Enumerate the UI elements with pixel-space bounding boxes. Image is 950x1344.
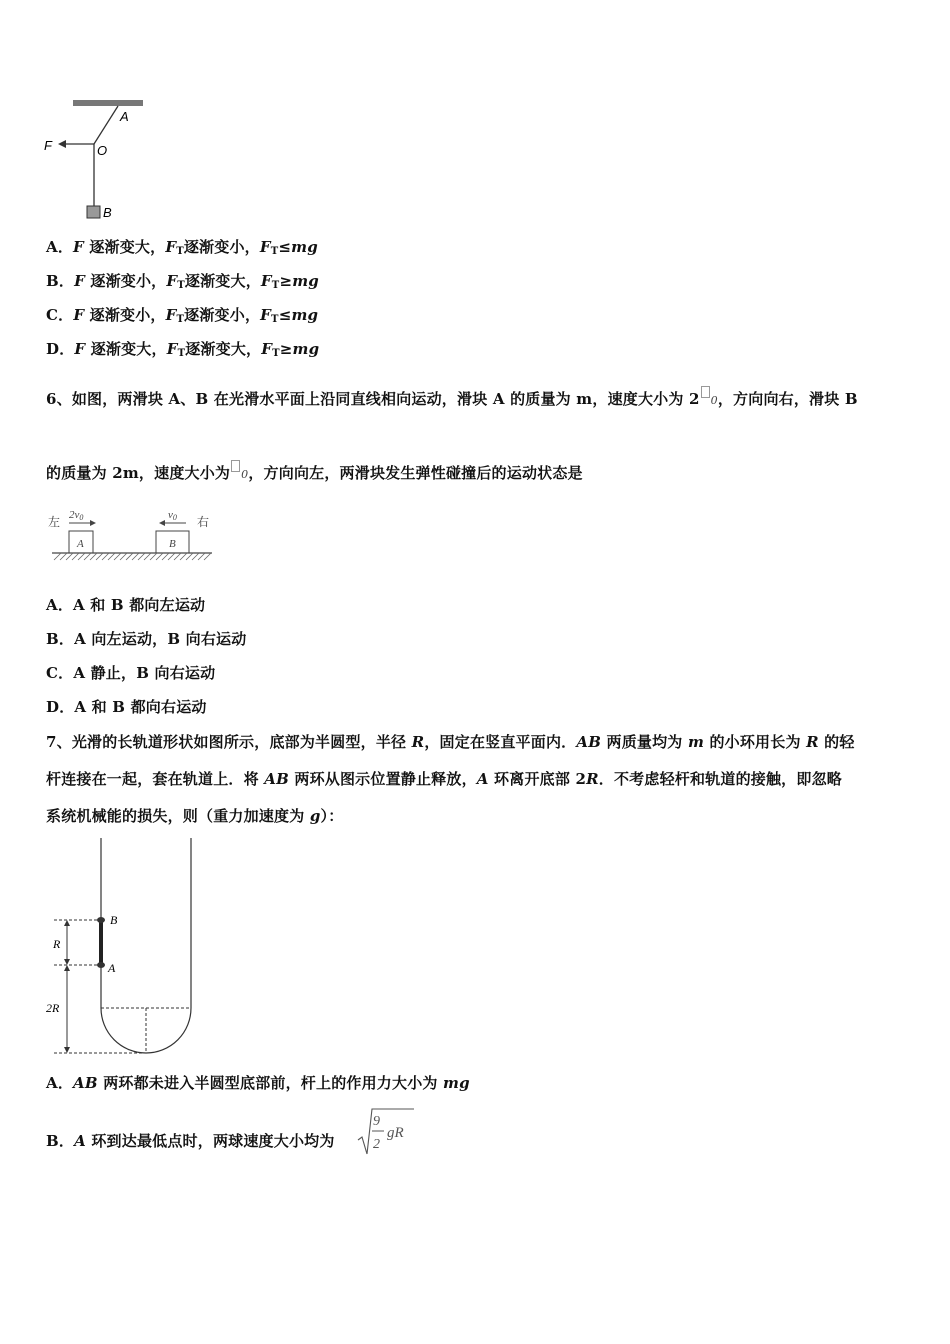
label-F: F bbox=[44, 138, 52, 153]
label-A: A bbox=[120, 109, 129, 124]
rope-upper bbox=[94, 106, 118, 144]
q5-option-b[interactable]: B．F 逐渐变小，$F_T$逐渐变大，$F_T\ge mg$ bbox=[46, 272, 319, 291]
velocity-b-arrow-head bbox=[159, 520, 165, 526]
q6-option-a[interactable]: A．A 和 B 都向左运动 bbox=[46, 596, 206, 614]
missing-glyph-icon bbox=[231, 460, 240, 472]
label-B: B bbox=[110, 913, 118, 927]
label-R: R bbox=[53, 937, 61, 951]
label-right: 右 bbox=[197, 515, 210, 529]
option-letter: D． bbox=[46, 340, 75, 358]
option-letter: C． bbox=[46, 664, 74, 682]
force-arrow-head bbox=[58, 140, 66, 148]
sliding-blocks-figure bbox=[44, 504, 219, 568]
dim-R-arrow-head-top bbox=[64, 920, 70, 926]
option-letter: B． bbox=[46, 630, 75, 648]
q7-option-b[interactable]: B．A 环到达最低点时，两球速度大小均为 bbox=[46, 1132, 335, 1150]
q7-stem-line2: 杆连接在一起，套在轨道上．将 AB 两环从图示位置静止释放，A 环离开底部 2R．不考虑轻杆和轨道的接触，即忽略 bbox=[46, 770, 842, 788]
ceiling-bar bbox=[73, 100, 143, 106]
option-letter: B． bbox=[46, 272, 75, 290]
label-B: B bbox=[103, 205, 112, 220]
q6-stem-line2: 的质量为 2m，速度大小为 0，方向向左，两滑块发生弹性碰撞后的运动状态是 bbox=[46, 460, 583, 483]
option-letter: C． bbox=[46, 306, 74, 324]
block-b-label: B bbox=[169, 538, 176, 550]
ring-a bbox=[97, 962, 105, 968]
velocity-a-label: 2v0 bbox=[69, 509, 84, 522]
q6-stem-line1: 6、如图，两滑块 A、B 在光滑水平面上沿同直线相向运动，滑块 A 的质量为 m，速度大小为 2 0，方向向右，滑块 B bbox=[46, 386, 858, 409]
dim-R-arrow-head-bottom bbox=[64, 959, 70, 965]
option-letter: A． bbox=[46, 1074, 74, 1092]
option-letter: B． bbox=[46, 1132, 75, 1150]
option-letter: A． bbox=[46, 238, 74, 256]
fraction-numerator: 9 bbox=[373, 1114, 380, 1129]
block-a-label: A bbox=[77, 538, 84, 550]
option-letter: D． bbox=[46, 698, 75, 716]
u-track-figure bbox=[40, 836, 200, 1058]
weight-block bbox=[87, 206, 100, 218]
label-O: O bbox=[97, 143, 108, 158]
velocity-a-arrow-head bbox=[90, 520, 96, 526]
velocity-b-label: v0 bbox=[168, 509, 177, 522]
ring-b bbox=[97, 917, 105, 923]
q6-option-b[interactable]: B．A 向左运动，B 向右运动 bbox=[46, 630, 247, 648]
ground-hatching bbox=[54, 553, 211, 560]
dim-2R-arrow-head-bottom bbox=[64, 1047, 70, 1053]
missing-glyph-icon bbox=[701, 386, 710, 398]
q6-option-c[interactable]: C．A 静止，B 向右运动 bbox=[46, 664, 216, 682]
q5-option-d[interactable]: D．F 逐渐变大，$F_T$逐渐变大，$F_T\ge mg$ bbox=[46, 340, 320, 359]
gR-term: gR bbox=[387, 1125, 404, 1141]
fraction-denominator: 2 bbox=[373, 1137, 380, 1152]
label-A: A bbox=[108, 961, 116, 975]
q7-stem-line3: 系统机械能的损失，则（重力加速度为 g）： bbox=[46, 807, 344, 825]
label-2R: 2R bbox=[46, 1001, 60, 1015]
q5-option-c[interactable]: C．F 逐渐变小，$F_T$逐渐变小，$F_T\le mg$ bbox=[46, 306, 319, 325]
q7-option-a[interactable]: A．AB 两环都未进入半圆型底部前，杆上的作用力大小为 mg bbox=[46, 1074, 470, 1092]
dim-2R-arrow-head-top bbox=[64, 965, 70, 971]
q6-option-d[interactable]: D．A 和 B 都向右运动 bbox=[46, 698, 207, 716]
pendulum-figure bbox=[40, 95, 150, 225]
sqrt-formula bbox=[356, 1106, 416, 1158]
q5-option-a[interactable]: A．F 逐渐变大，$F_T$逐渐变小，$F_T\le mg$ bbox=[46, 238, 318, 257]
option-letter: A． bbox=[46, 596, 74, 614]
q7-stem-line1: 7、光滑的长轨道形状如图所示，底部为半圆型，半径 R，固定在竖直平面内．AB 两质量均为 m 的小环用长为 R 的轻 bbox=[46, 733, 855, 751]
radical-sign bbox=[358, 1109, 414, 1154]
label-left: 左 bbox=[48, 515, 61, 529]
